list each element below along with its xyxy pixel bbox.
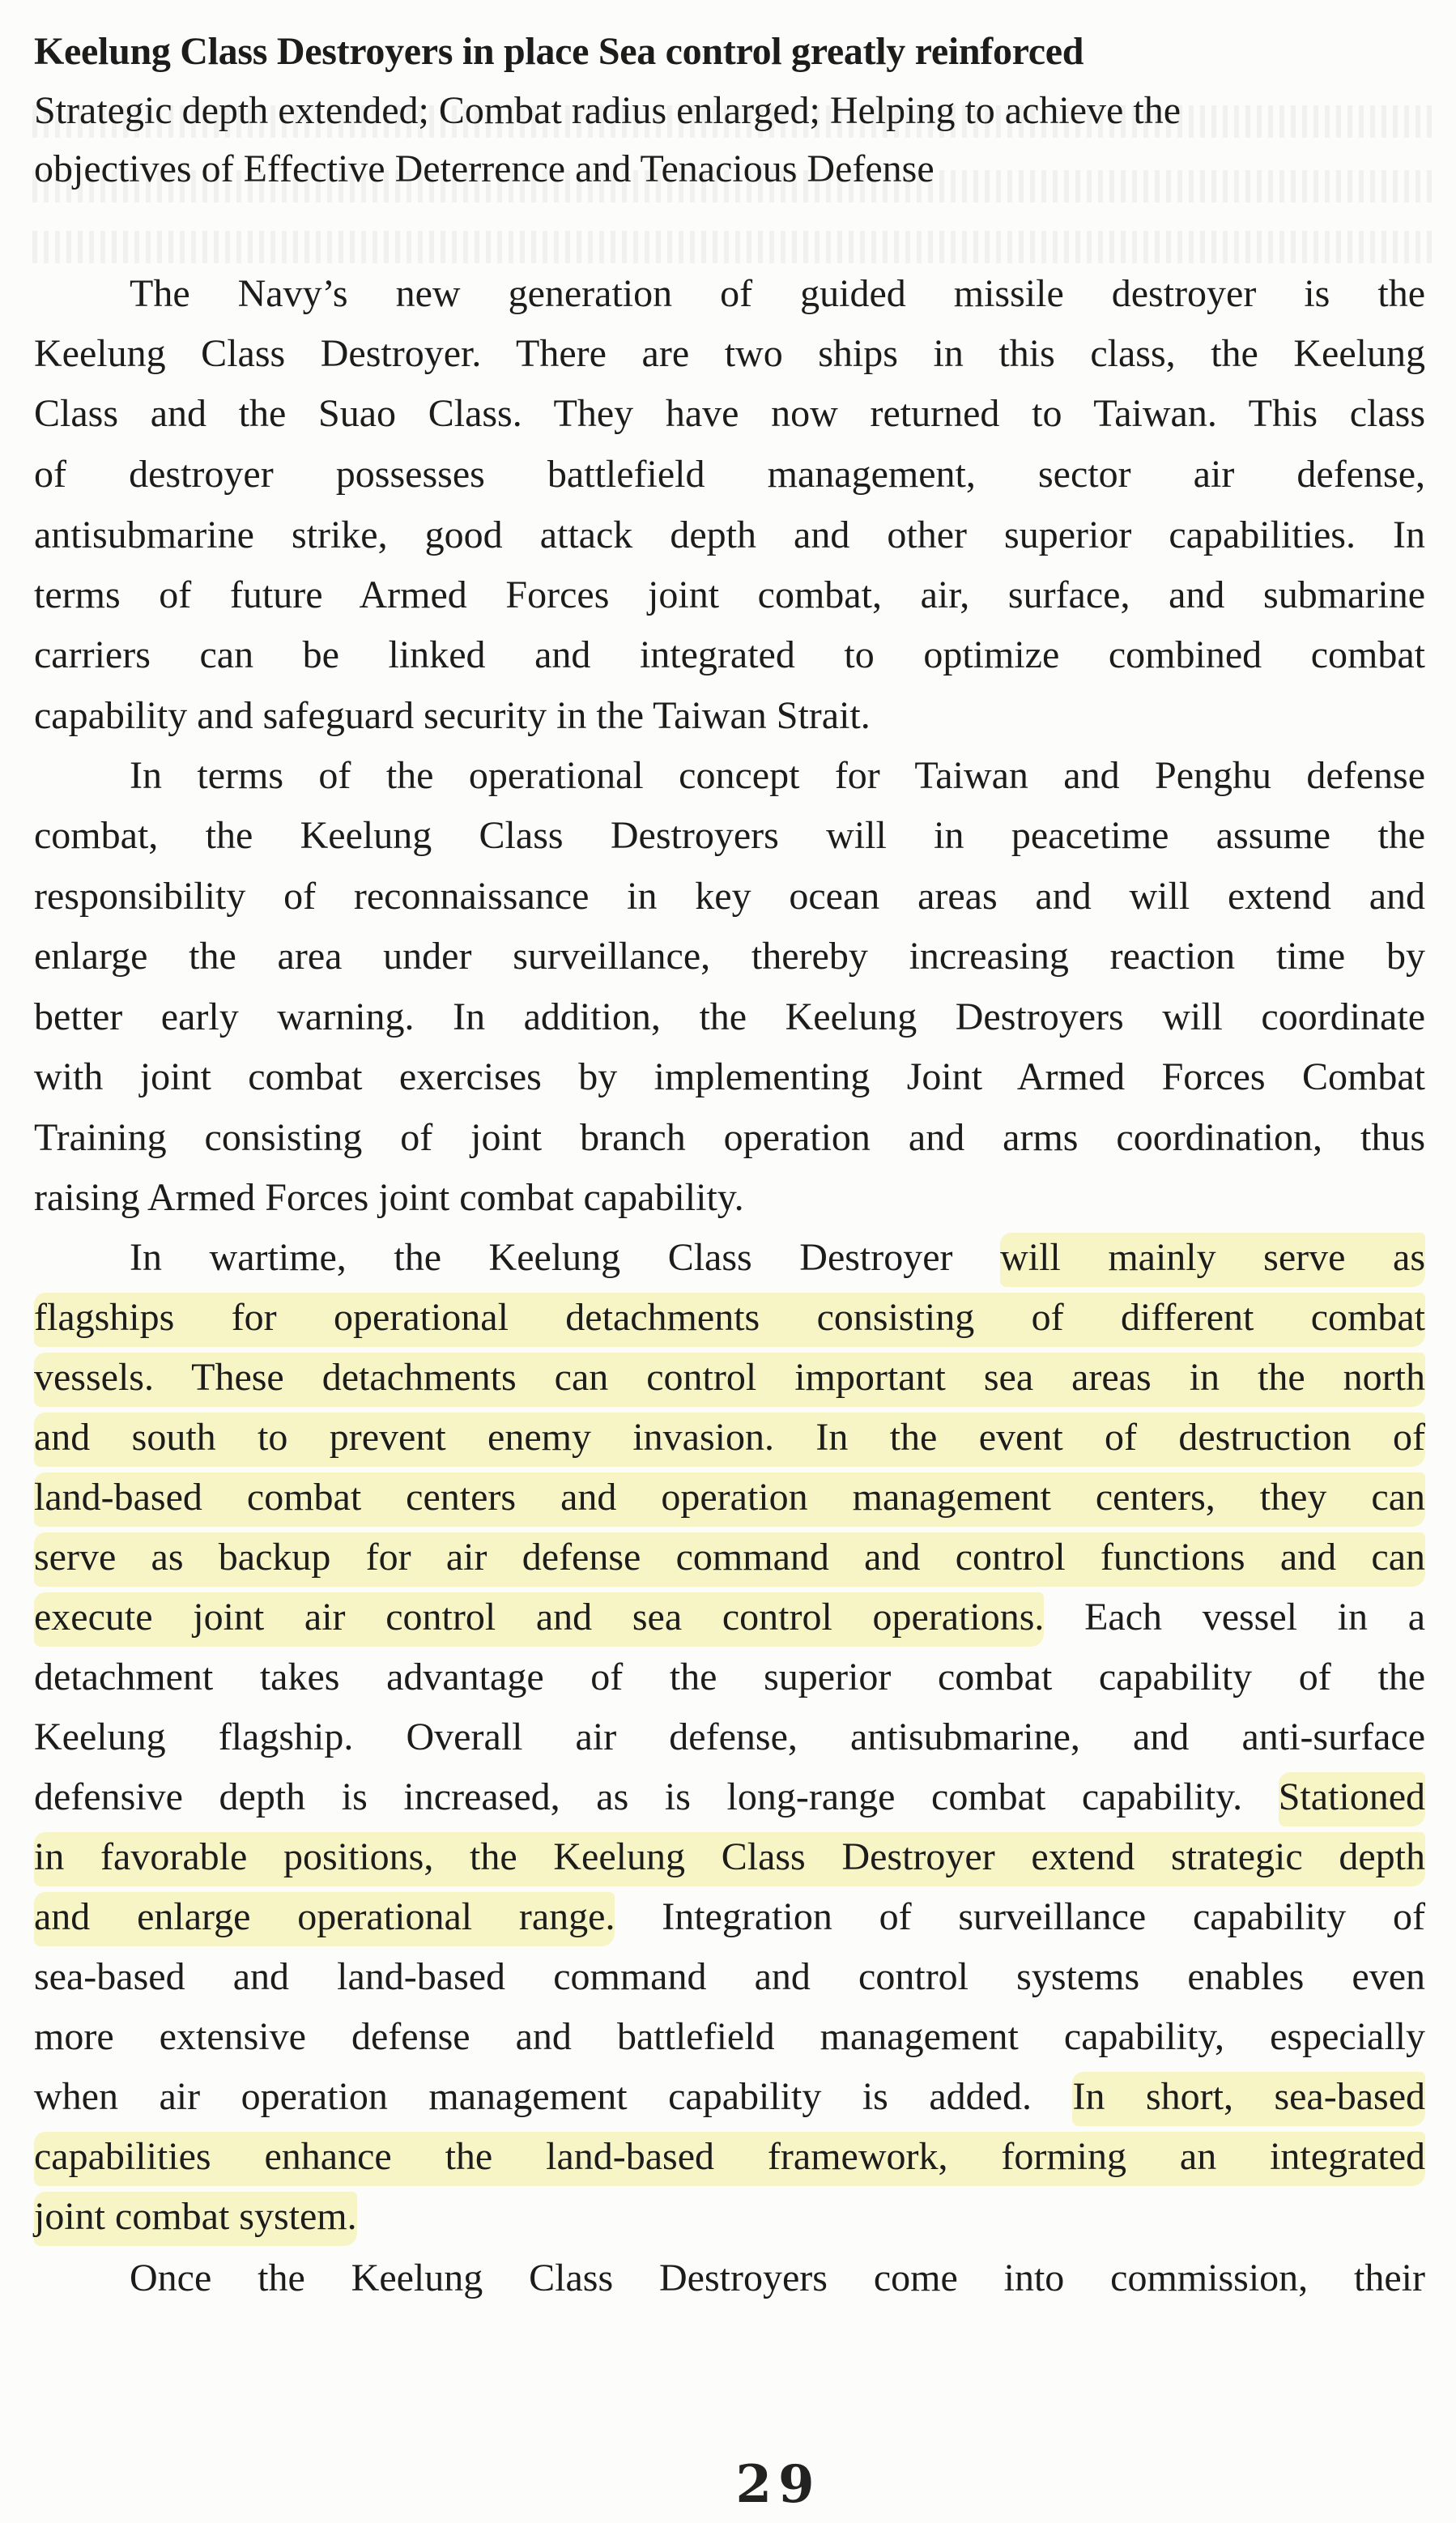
paragraph-line: Once the Keelung Class Destroyers come into commission, their xyxy=(130,2257,1425,2299)
paragraph-line: execute joint air control and sea control operations. Each vessel in a xyxy=(34,1588,1425,1647)
paragraph-line xyxy=(34,1468,1425,1528)
paragraph-line: better early warning. In addition, the Keelung Destroyers will coordinate xyxy=(34,995,1425,1038)
paragraph-line: Training consisting of joint branch operation and arms coordination, thus xyxy=(34,1116,1425,1159)
paragraph-line xyxy=(34,1348,1425,1408)
paragraph-line xyxy=(34,2187,1425,2247)
highlighted-text: will mainly serve as xyxy=(1000,1233,1425,1287)
highlighted-text: flagships for operational detachments consisting of different combat xyxy=(34,1293,1425,1347)
paragraph-line: of destroyer possesses battlefield management, sector air defense, xyxy=(34,453,1425,496)
article-title: Keelung Class Destroyers in place Sea control greatly reinforced xyxy=(34,30,1084,73)
paragraph-line: Class and the Suao Class. They have now returned to Taiwan. This class xyxy=(34,392,1425,435)
paragraph-line: capability and safeguard security in the Taiwan Strait. xyxy=(34,694,871,737)
highlighted-text: Stationed xyxy=(1279,1772,1425,1826)
paragraph-line: with joint combat exercises by implementing Joint Armed Forces Combat xyxy=(34,1055,1425,1098)
paragraph-line: In terms of the operational concept for Taiwan and Penghu defense xyxy=(130,754,1425,797)
paragraph-line: In wartime, the Keelung Class Destroyer will mainly serve as xyxy=(130,1228,1425,1288)
paragraph-line: sea-based and land-based command and control systems enables even xyxy=(34,1955,1425,1998)
highlighted-text: land-based combat centers and operation management centers, they can xyxy=(34,1472,1425,1527)
paragraph-line: defensive depth is increased, as is long-range combat capability. Stationed xyxy=(34,1767,1425,1827)
paragraph-line: combat, the Keelung Class Destroyers will in peacetime assume the xyxy=(34,814,1425,857)
paragraph-line xyxy=(34,1528,1425,1588)
paragraph-line: Keelung flagship. Overall air defense, antisubmarine, and anti-surface xyxy=(34,1715,1425,1758)
highlighted-text: and enlarge operational range. xyxy=(34,1892,615,1946)
paragraph-line: terms of future Armed Forces joint combat, air, surface, and submarine xyxy=(34,573,1425,616)
paragraph-line: raising Armed Forces joint combat capability. xyxy=(34,1176,744,1219)
paragraph-line: when air operation management capability is added. In short, sea-based xyxy=(34,2067,1425,2127)
paragraph-line: The Navy’s new generation of guided missile destroyer is the xyxy=(130,272,1425,315)
paragraph-line: detachment takes advantage of the superior combat capability of the xyxy=(34,1656,1425,1698)
paragraph-line xyxy=(34,1827,1425,1887)
bleed-through-texture xyxy=(32,231,1432,263)
paragraph-line xyxy=(34,1408,1425,1468)
highlighted-text: and south to prevent enemy invasion. In the event of destruction of xyxy=(34,1413,1425,1467)
paragraph-line: carriers can be linked and integrated to optimize combined combat xyxy=(34,633,1425,676)
highlighted-text: capabilities enhance the land-based framework, forming an integrated xyxy=(34,2132,1425,2186)
subtitle-line: objectives of Effective Deterrence and Tenacious Defense xyxy=(34,147,934,190)
paragraph-line: more extensive defense and battlefield management capability, especially xyxy=(34,2015,1425,2058)
highlighted-text: in favorable positions, the Keelung Class Destroyer extend strategic depth xyxy=(34,1832,1425,1886)
paragraph-line xyxy=(34,1288,1425,1348)
highlighted-text: joint combat system. xyxy=(34,2192,357,2246)
paragraph-line xyxy=(34,2127,1425,2187)
paragraph-line: responsibility of reconnaissance in key ocean areas and will extend and xyxy=(34,875,1425,918)
paragraph-line: and enlarge operational range. Integration of surveillance capability of xyxy=(34,1887,1425,1947)
highlighted-text: In short, sea-based xyxy=(1072,2072,1425,2126)
subtitle-line: Strategic depth extended; Combat radius enlarged; Helping to achieve the xyxy=(34,89,1181,132)
highlighted-text: execute joint air control and sea control operations. xyxy=(34,1592,1044,1647)
paragraph-line: Keelung Class Destroyer. There are two ships in this class, the Keelung xyxy=(34,332,1425,375)
page-number: 29 xyxy=(735,2454,821,2515)
highlighted-text: serve as backup for air defense command and control functions and can xyxy=(34,1532,1425,1587)
paragraph-line: enlarge the area under surveillance, thereby increasing reaction time by xyxy=(34,935,1425,978)
highlighted-text: vessels. These detachments can control important sea areas in the north xyxy=(34,1353,1425,1407)
paragraph-line: antisubmarine strike, good attack depth and other superior capabilities. In xyxy=(34,514,1425,556)
